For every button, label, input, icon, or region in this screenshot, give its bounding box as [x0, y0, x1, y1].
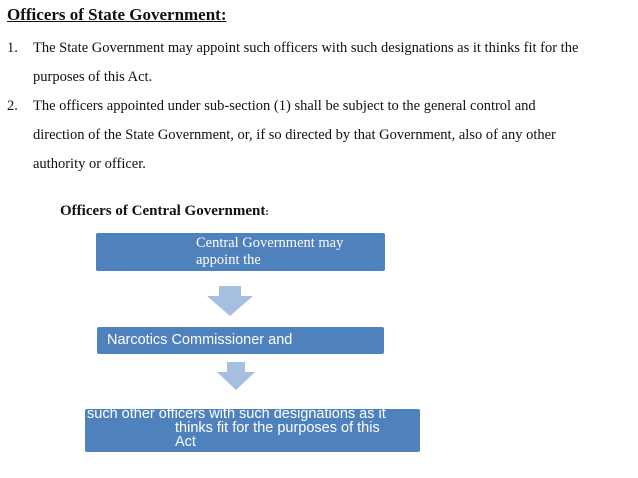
- page-title: Officers of State Government:: [7, 5, 227, 24]
- list-item-line: The State Government may appoint such officers with such designations as it thinks fit for the: [33, 40, 579, 56]
- flow-box-line: such other officers with such designations as it: [87, 406, 386, 422]
- list-item-number: 1.: [7, 40, 18, 56]
- list-item-number: 2.: [7, 98, 18, 114]
- subheading-colon: :: [265, 207, 269, 218]
- flow-box-line: appoint the: [196, 252, 261, 268]
- section-subheading: [60, 203, 269, 220]
- flow-box-line: Central Government may: [196, 235, 344, 251]
- subheading-text: Officers of Central Government: [60, 203, 266, 219]
- down-arrow-icon: [207, 286, 253, 316]
- list-item-line: authority or officer.: [33, 156, 146, 172]
- flow-box-other-officers: [85, 406, 420, 452]
- list-item-line: The officers appointed under sub-section (1) shall be subject to the general control and: [33, 98, 536, 114]
- list-item-line: direction of the State Government, or, if so directed by that Government, also of any other: [33, 127, 556, 143]
- flow-box-line: Act: [175, 434, 196, 450]
- flow-box-narcotics-commissioner: Narcotics Commissioner and: [97, 327, 384, 354]
- list-item: [7, 92, 632, 179]
- flow-box-line: thinks fit for the purposes of this: [175, 420, 380, 436]
- list-item: [7, 34, 632, 92]
- list-item-line: purposes of this Act.: [33, 69, 153, 85]
- state-officers-list: [7, 34, 632, 179]
- flow-box-central-government: [96, 233, 385, 271]
- down-arrow-icon: [217, 362, 255, 390]
